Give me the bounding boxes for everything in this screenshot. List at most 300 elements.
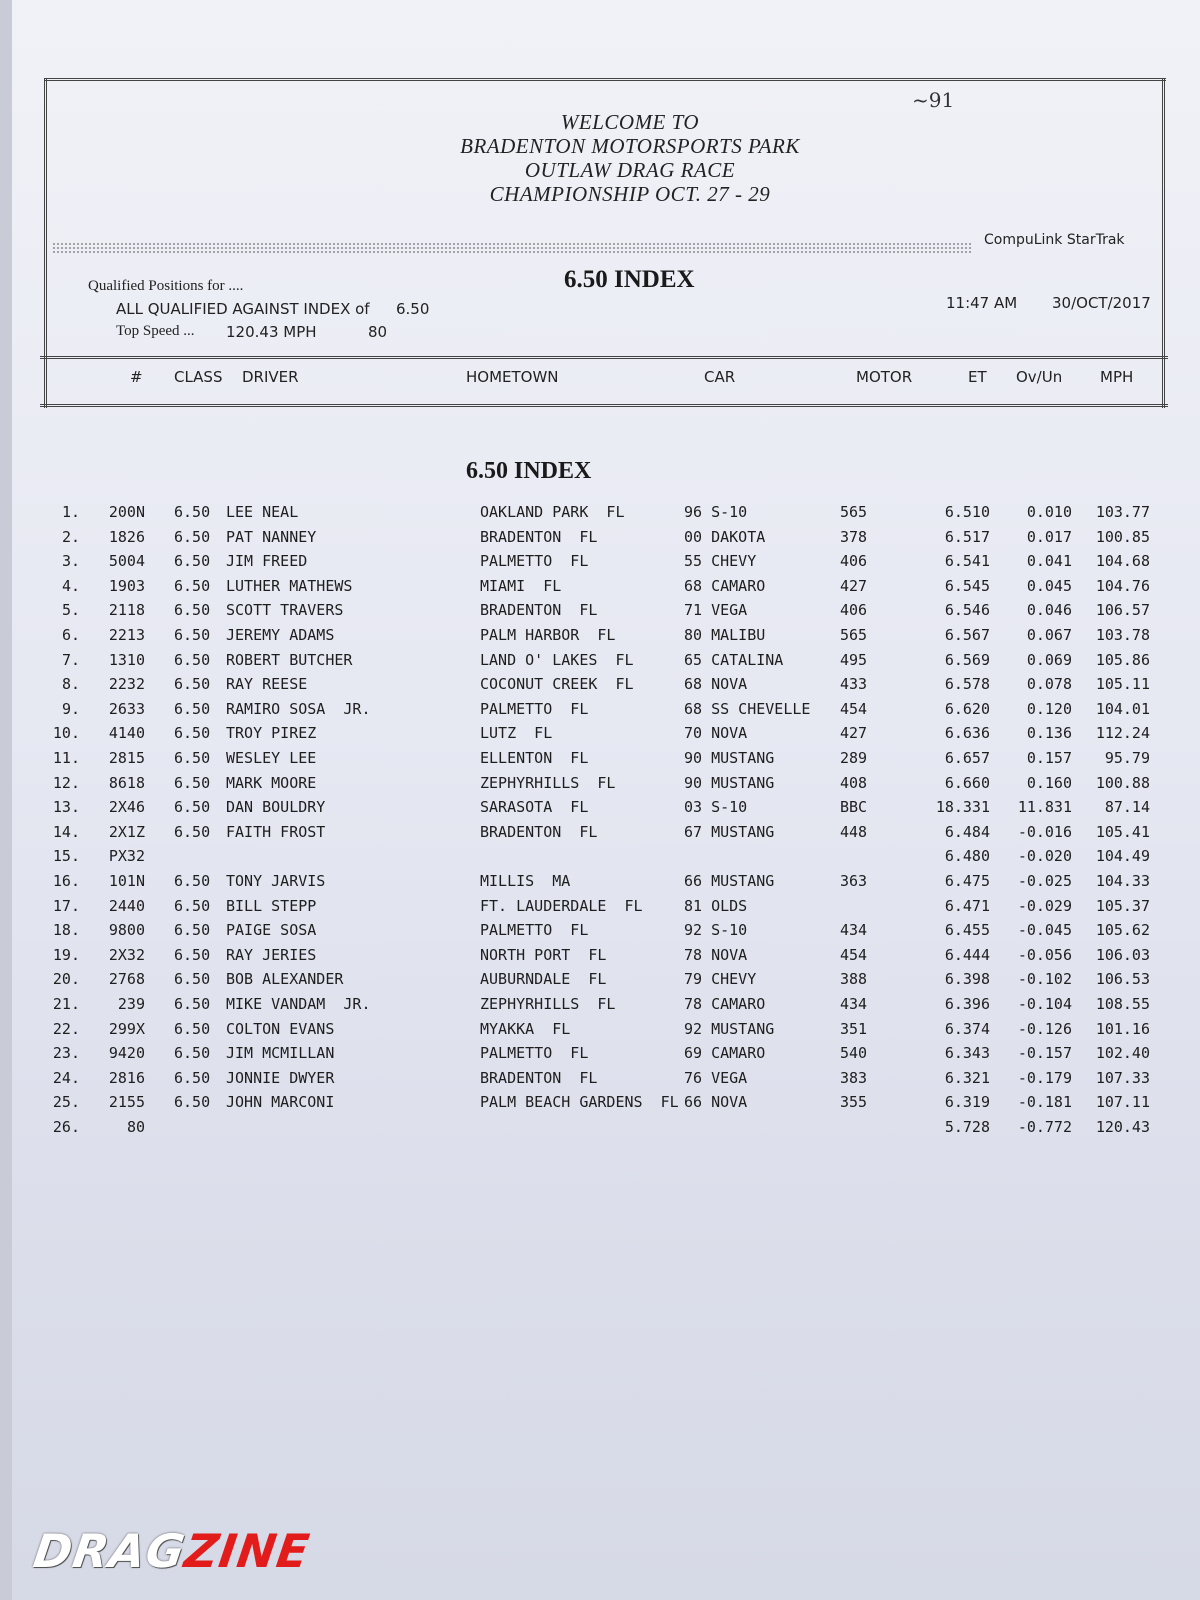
row-driver: PAIGE SOSA [226,921,317,939]
row-position: 7. [61,651,80,669]
row-class: 6.50 [174,1093,211,1111]
row-hometown: LAND O' LAKES FL [480,651,634,669]
row-et: 6.541 [944,552,990,570]
row-motor: 427 [840,577,868,595]
table-row [0,1118,1200,1142]
row-ov-un: -0.772 [1017,1118,1072,1136]
row-ov-un: 0.010 [1026,503,1072,521]
row-hometown: PALMETTO FL [480,552,589,570]
row-position: 10. [52,724,80,742]
row-position: 11. [52,749,80,767]
col-header-num: # [130,368,143,386]
row-hometown: FT. LAUDERDALE FL [480,897,643,915]
row-hometown: ZEPHYRHILLS FL [480,774,616,792]
row-motor: 427 [840,724,868,742]
row-mph: 106.03 [1095,946,1150,964]
row-ov-un: -0.181 [1017,1093,1072,1111]
report-date: 30/OCT/2017 [1052,294,1151,312]
table-row [0,552,1200,576]
row-ov-un: 0.078 [1026,675,1072,693]
row-ov-un: -0.157 [1017,1044,1072,1062]
row-mph: 106.57 [1095,601,1150,619]
row-car-number: 2213 [108,626,145,644]
event-title-line: BRADENTON MOTORSPORTS PARK [460,134,800,158]
row-class: 6.50 [174,921,211,939]
row-hometown: SARASOTA FL [480,798,589,816]
qualified-positions-label: Qualified Positions for .... [88,278,244,294]
table-row [0,946,1200,970]
row-position: 4. [61,577,80,595]
row-mph: 107.33 [1095,1069,1150,1087]
row-hometown: COCONUT CREEK FL [480,675,634,693]
row-car-number: 2440 [108,897,145,915]
row-position: 21. [52,995,80,1013]
row-car: 78 NOVA [684,946,748,964]
row-mph: 105.86 [1095,651,1150,669]
table-row [0,970,1200,994]
row-class: 6.50 [174,823,211,841]
row-car: 03 S-10 [684,798,748,816]
row-class: 6.50 [174,1020,211,1038]
row-ov-un: 0.120 [1026,700,1072,718]
row-ov-un: -0.045 [1017,921,1072,939]
row-car: 66 MUSTANG [684,872,775,890]
table-row [0,897,1200,921]
row-position: 15. [52,847,80,865]
row-motor: 565 [840,626,868,644]
row-car: 90 MUSTANG [684,749,775,767]
row-et: 6.455 [944,921,990,939]
row-car: 68 CAMARO [684,577,766,595]
row-position: 25. [52,1093,80,1111]
row-et: 6.398 [944,970,990,988]
row-et: 6.484 [944,823,990,841]
row-hometown: AUBURNDALE FL [480,970,607,988]
row-class: 6.50 [174,872,211,890]
row-car-number: 2232 [108,675,145,693]
class-title: 6.50 INDEX [564,266,695,293]
row-position: 22. [52,1020,80,1038]
row-position: 19. [52,946,80,964]
table-row [0,847,1200,871]
table-row [0,577,1200,601]
row-car: 66 NOVA [684,1093,748,1111]
row-hometown: PALMETTO FL [480,921,589,939]
row-mph: 100.88 [1095,774,1150,792]
row-motor: 406 [840,601,868,619]
row-hometown: BRADENTON FL [480,1069,598,1087]
row-driver: JIM FREED [226,552,308,570]
row-car-number: 80 [126,1118,145,1136]
row-et: 6.546 [944,601,990,619]
row-mph: 107.11 [1095,1093,1150,1111]
row-et: 6.517 [944,528,990,546]
row-position: 13. [52,798,80,816]
row-car: 81 OLDS [684,897,748,915]
row-mph: 104.68 [1095,552,1150,570]
row-car-number: 2X1Z [108,823,145,841]
index-line-value: 6.50 [396,300,430,318]
row-car-number: 5004 [108,552,145,570]
row-position: 14. [52,823,80,841]
row-motor: 454 [840,700,868,718]
timing-system-label: CompuLink StarTrak [984,232,1125,248]
row-class: 6.50 [174,946,211,964]
row-hometown: OAKLAND PARK FL [480,503,625,521]
row-motor: 388 [840,970,868,988]
row-mph: 87.14 [1104,798,1150,816]
row-mph: 104.33 [1095,872,1150,890]
row-car: 55 CHEVY [684,552,757,570]
col-header-car: CAR [704,368,736,386]
row-class: 6.50 [174,577,211,595]
row-car: 70 NOVA [684,724,748,742]
row-class: 6.50 [174,528,211,546]
section-title: 6.50 INDEX [466,458,592,484]
row-car-number: 299X [108,1020,145,1038]
row-ov-un: -0.126 [1017,1020,1072,1038]
row-ov-un: 0.046 [1026,601,1072,619]
row-position: 1. [61,503,80,521]
row-mph: 104.01 [1095,700,1150,718]
row-car: 68 SS CHEVELLE [684,700,811,718]
row-position: 3. [61,552,80,570]
row-car: 65 CATALINA [684,651,784,669]
top-speed-label: Top Speed ... [116,323,195,339]
row-mph: 101.16 [1095,1020,1150,1038]
row-et: 6.475 [944,872,990,890]
row-car-number: 2X46 [108,798,145,816]
row-motor: 378 [840,528,868,546]
row-class: 6.50 [174,626,211,644]
row-mph: 105.11 [1095,675,1150,693]
event-title-line: WELCOME TO [560,110,700,134]
row-driver: ROBERT BUTCHER [226,651,353,669]
row-class: 6.50 [174,995,211,1013]
row-ov-un: 0.041 [1026,552,1072,570]
row-class: 6.50 [174,675,211,693]
row-hometown: BRADENTON FL [480,601,598,619]
row-car: 90 MUSTANG [684,774,775,792]
table-row [0,528,1200,552]
row-et: 6.660 [944,774,990,792]
row-motor: 408 [840,774,868,792]
row-ov-un: -0.104 [1017,995,1072,1013]
row-hometown: BRADENTON FL [480,528,598,546]
row-position: 9. [61,700,80,718]
row-driver: LEE NEAL [226,503,299,521]
row-driver: WESLEY LEE [226,749,317,767]
row-motor: 363 [840,872,868,890]
table-row [0,872,1200,896]
row-ov-un: 0.017 [1026,528,1072,546]
table-row [0,651,1200,675]
row-mph: 106.53 [1095,970,1150,988]
row-car: 92 S-10 [684,921,748,939]
table-row [0,626,1200,650]
table-row [0,749,1200,773]
row-et: 6.444 [944,946,990,964]
row-class: 6.50 [174,798,211,816]
row-driver: JEREMY ADAMS [226,626,335,644]
row-et: 6.319 [944,1093,990,1111]
row-mph: 112.24 [1095,724,1150,742]
row-et: 6.578 [944,675,990,693]
row-hometown: ZEPHYRHILLS FL [480,995,616,1013]
col-header-class: CLASS [174,368,223,386]
col-header-hometown: HOMETOWN [466,368,559,386]
row-car-number: 8618 [108,774,145,792]
row-driver: MARK MOORE [226,774,317,792]
row-ov-un: 0.157 [1026,749,1072,767]
row-motor: BBC [840,798,868,816]
event-title-line: OUTLAW DRAG RACE [524,158,736,182]
row-mph: 105.37 [1095,897,1150,915]
row-driver: TONY JARVIS [226,872,326,890]
row-et: 18.331 [935,798,990,816]
row-mph: 103.78 [1095,626,1150,644]
row-car-number: 200N [108,503,145,521]
dotted-separator [52,242,972,253]
row-mph: 120.43 [1095,1118,1150,1136]
row-motor: 434 [840,921,868,939]
row-car: 71 VEGA [684,601,748,619]
row-position: 20. [52,970,80,988]
row-car: 79 CHEVY [684,970,757,988]
col-header-motor: MOTOR [856,368,913,386]
top-speed-value: 120.43 MPH [226,323,317,341]
row-hometown: ELLENTON FL [480,749,589,767]
row-driver: FAITH FROST [226,823,326,841]
row-ov-un: 0.069 [1026,651,1072,669]
row-hometown: BRADENTON FL [480,823,598,841]
header-rule-top [40,356,1168,359]
row-motor: 406 [840,552,868,570]
row-position: 17. [52,897,80,915]
event-title-line: CHAMPIONSHIP OCT. 27 - 29 [489,182,771,206]
row-motor: 434 [840,995,868,1013]
row-mph: 104.49 [1095,847,1150,865]
logo-text-drag: DRAG [30,1524,189,1578]
row-motor: 289 [840,749,868,767]
row-class: 6.50 [174,970,211,988]
table-row [0,700,1200,724]
row-mph: 108.55 [1095,995,1150,1013]
row-mph: 100.85 [1095,528,1150,546]
row-car-number: PX32 [108,847,145,865]
row-position: 18. [52,921,80,939]
row-position: 24. [52,1069,80,1087]
table-row [0,503,1200,527]
row-class: 6.50 [174,700,211,718]
row-motor: 454 [840,946,868,964]
dragzine-logo [30,1524,313,1578]
row-position: 6. [61,626,80,644]
row-car: 69 CAMARO [684,1044,766,1062]
row-class: 6.50 [174,897,211,915]
row-motor: 565 [840,503,868,521]
row-ov-un: -0.102 [1017,970,1072,988]
row-car: 00 DAKOTA [684,528,766,546]
table-row [0,601,1200,625]
row-driver: LUTHER MATHEWS [226,577,353,595]
row-car: 78 CAMARO [684,995,766,1013]
row-car-number: 2815 [108,749,145,767]
row-mph: 105.62 [1095,921,1150,939]
row-ov-un: -0.056 [1017,946,1072,964]
row-ov-un: 11.831 [1017,798,1072,816]
row-et: 6.374 [944,1020,990,1038]
row-car-number: 2768 [108,970,145,988]
row-driver: RAMIRO SOSA JR. [226,700,371,718]
row-class: 6.50 [174,724,211,742]
table-row [0,675,1200,699]
row-hometown: LUTZ FL [480,724,553,742]
event-title [400,110,860,206]
row-ov-un: 0.045 [1026,577,1072,595]
row-car-number: 9420 [108,1044,145,1062]
row-car-number: 101N [108,872,145,890]
row-driver: BOB ALEXANDER [226,970,344,988]
row-car: 96 S-10 [684,503,748,521]
row-motor: 495 [840,651,868,669]
row-hometown: MILLIS MA [480,872,571,890]
row-ov-un: -0.025 [1017,872,1072,890]
row-hometown: PALM HARBOR FL [480,626,616,644]
table-row [0,1020,1200,1044]
row-hometown: MIAMI FL [480,577,562,595]
row-position: 23. [52,1044,80,1062]
table-row [0,1069,1200,1093]
row-ov-un: 0.067 [1026,626,1072,644]
row-car-number: 1310 [108,651,145,669]
row-car-number: 1903 [108,577,145,595]
row-et: 6.636 [944,724,990,742]
index-line-label: ALL QUALIFIED AGAINST INDEX of [116,300,370,318]
row-car-number: 239 [117,995,145,1013]
top-speed-car: 80 [368,323,388,341]
row-position: 16. [52,872,80,890]
table-row [0,774,1200,798]
row-motor: 355 [840,1093,868,1111]
row-car: 80 MALIBU [684,626,766,644]
row-car: 92 MUSTANG [684,1020,775,1038]
row-ov-un: -0.020 [1017,847,1072,865]
row-driver: MIKE VANDAM JR. [226,995,371,1013]
row-class: 6.50 [174,601,211,619]
row-car-number: 2816 [108,1069,145,1087]
row-class: 6.50 [174,503,211,521]
table-row [0,724,1200,748]
row-motor: 433 [840,675,868,693]
row-et: 6.471 [944,897,990,915]
row-et: 6.343 [944,1044,990,1062]
row-class: 6.50 [174,552,211,570]
row-mph: 95.79 [1104,749,1150,767]
row-car: 68 NOVA [684,675,748,693]
table-row [0,921,1200,945]
row-class: 6.50 [174,749,211,767]
row-car-number: 1826 [108,528,145,546]
col-header-et: ET [968,368,987,386]
row-car-number: 2155 [108,1093,145,1111]
table-row [0,1093,1200,1117]
row-driver: JOHN MARCONI [226,1093,335,1111]
row-et: 6.569 [944,651,990,669]
row-hometown: MYAKKA FL [480,1020,571,1038]
logo-text-zine: ZINE [181,1524,314,1578]
row-ov-un: 0.160 [1026,774,1072,792]
row-class: 6.50 [174,651,211,669]
row-et: 6.396 [944,995,990,1013]
row-et: 5.728 [944,1118,990,1136]
table-row [0,1044,1200,1068]
row-driver: RAY JERIES [226,946,317,964]
row-et: 6.480 [944,847,990,865]
row-position: 12. [52,774,80,792]
handwritten-note: ~91 [912,88,955,112]
row-position: 2. [61,528,80,546]
row-ov-un: -0.016 [1017,823,1072,841]
row-hometown: PALM BEACH GARDENS FL [480,1093,679,1111]
header-rule-bottom [40,404,1168,407]
row-car-number: 2X32 [108,946,145,964]
row-driver: COLTON EVANS [226,1020,335,1038]
row-et: 6.510 [944,503,990,521]
row-ov-un: -0.179 [1017,1069,1072,1087]
row-car: 67 MUSTANG [684,823,775,841]
row-et: 6.321 [944,1069,990,1087]
row-car-number: 2118 [108,601,145,619]
row-motor: 448 [840,823,868,841]
row-hometown: PALMETTO FL [480,700,589,718]
row-mph: 104.76 [1095,577,1150,595]
report-time: 11:47 AM [946,294,1018,312]
row-mph: 103.77 [1095,503,1150,521]
row-driver: SCOTT TRAVERS [226,601,344,619]
row-driver: TROY PIREZ [226,724,317,742]
table-row [0,995,1200,1019]
row-driver: BILL STEPP [226,897,317,915]
row-et: 6.620 [944,700,990,718]
row-position: 26. [52,1118,80,1136]
row-driver: RAY REESE [226,675,308,693]
row-driver: DAN BOULDRY [226,798,326,816]
row-class: 6.50 [174,1069,211,1087]
col-header-mph: MPH [1100,368,1134,386]
row-position: 5. [61,601,80,619]
row-car-number: 2633 [108,700,145,718]
row-class: 6.50 [174,774,211,792]
row-motor: 383 [840,1069,868,1087]
table-row [0,823,1200,847]
table-row [0,798,1200,822]
row-motor: 351 [840,1020,868,1038]
row-hometown: PALMETTO FL [480,1044,589,1062]
row-car-number: 4140 [108,724,145,742]
row-et: 6.657 [944,749,990,767]
row-car: 76 VEGA [684,1069,748,1087]
row-hometown: NORTH PORT FL [480,946,607,964]
row-driver: JONNIE DWYER [226,1069,335,1087]
row-motor: 540 [840,1044,868,1062]
sheet-border-top [44,78,1166,81]
row-class: 6.50 [174,1044,211,1062]
row-driver: PAT NANNEY [226,528,317,546]
row-driver: JIM MCMILLAN [226,1044,335,1062]
row-ov-un: 0.136 [1026,724,1072,742]
row-position: 8. [61,675,80,693]
